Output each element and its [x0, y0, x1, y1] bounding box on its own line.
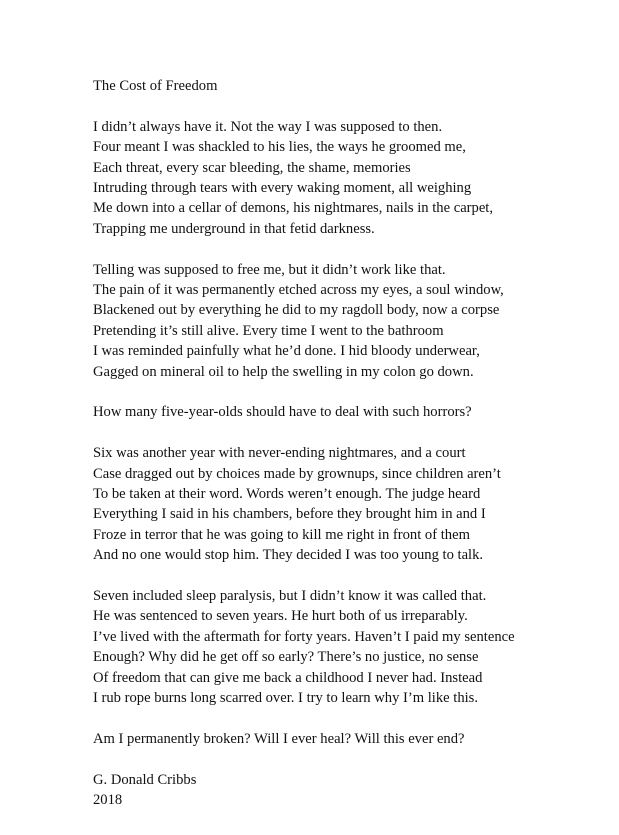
poem-line: How many five-year-olds should have to deal with such horrors? — [93, 404, 472, 421]
poem-line: And no one would stop him. They decided I was too young to talk. — [93, 547, 484, 564]
poem-line: I’ve lived with the aftermath for forty years. Haven’t I paid my sentence — [93, 628, 515, 645]
poem-line: Froze in terror that he was going to kill me right in front of them — [93, 526, 470, 543]
poem-line: Everything I said in his chambers, before they brought him in and I — [93, 506, 486, 523]
poem-line: Each threat, every scar bleeding, the shame, memories — [93, 159, 411, 176]
poem-line: Enough? Why did he get off so early? There’s no justice, no sense — [93, 649, 479, 666]
poem-line: To be taken at their word. Words weren’t enough. The judge heard — [93, 486, 481, 503]
poem-line: I didn’t always have it. Not the way I was supposed to then. — [93, 118, 443, 135]
poem-line: Trapping me underground in that fetid darkness. — [93, 220, 375, 237]
poem-line: Four meant I was shackled to his lies, the ways he groomed me, — [93, 139, 466, 156]
stanza-3 — [93, 402, 613, 422]
poem-page — [93, 76, 613, 811]
poem-line: The pain of it was permanently etched across my eyes, a soul window, — [93, 282, 504, 299]
poem-line: Am I permanently broken? Will I ever heal? Will this ever end? — [93, 730, 465, 747]
poem-line: Me down into a cellar of demons, his nightmares, nails in the carpet, — [93, 200, 494, 217]
poem-line: I was reminded painfully what he’d done. I hid bloody underwear, — [93, 343, 480, 360]
poem-line: Of freedom that can give me back a childhood I never had. Instead — [93, 669, 483, 686]
stanza-2 — [93, 260, 613, 382]
poem-line: Intruding through tears with every waking moment, all weighing — [93, 180, 472, 197]
stanza-4 — [93, 443, 613, 565]
stanza-1 — [93, 117, 613, 239]
poem-line: I rub rope burns long scarred over. I try to learn why I’m like this. — [93, 690, 479, 707]
poem-title: The Cost of Freedom — [93, 78, 218, 94]
poem-year: 2018 — [93, 792, 123, 809]
poem-line: Pretending it’s still alive. Every time I went to the bathroom — [93, 322, 444, 339]
poem-line: Seven included sleep paralysis, but I didn’t know it was called that. — [93, 588, 487, 605]
poem-line: Telling was supposed to free me, but it didn’t work like that. — [93, 261, 446, 278]
stanza-6 — [93, 729, 613, 749]
stanza-5 — [93, 586, 613, 708]
poem-line: Gagged on mineral oil to help the swelling in my colon go down. — [93, 363, 474, 380]
poem-line: Six was another year with never-ending nightmares, and a court — [93, 445, 466, 462]
poem-line: Blackened out by everything he did to my ragdoll body, now a corpse — [93, 302, 500, 319]
signature-block — [93, 770, 613, 811]
poem-line: He was sentenced to seven years. He hurt both of us irreparably. — [93, 608, 468, 625]
author-name: G. Donald Cribbs — [93, 771, 197, 788]
poem-line: Case dragged out by choices made by grownups, since children aren’t — [93, 465, 501, 482]
